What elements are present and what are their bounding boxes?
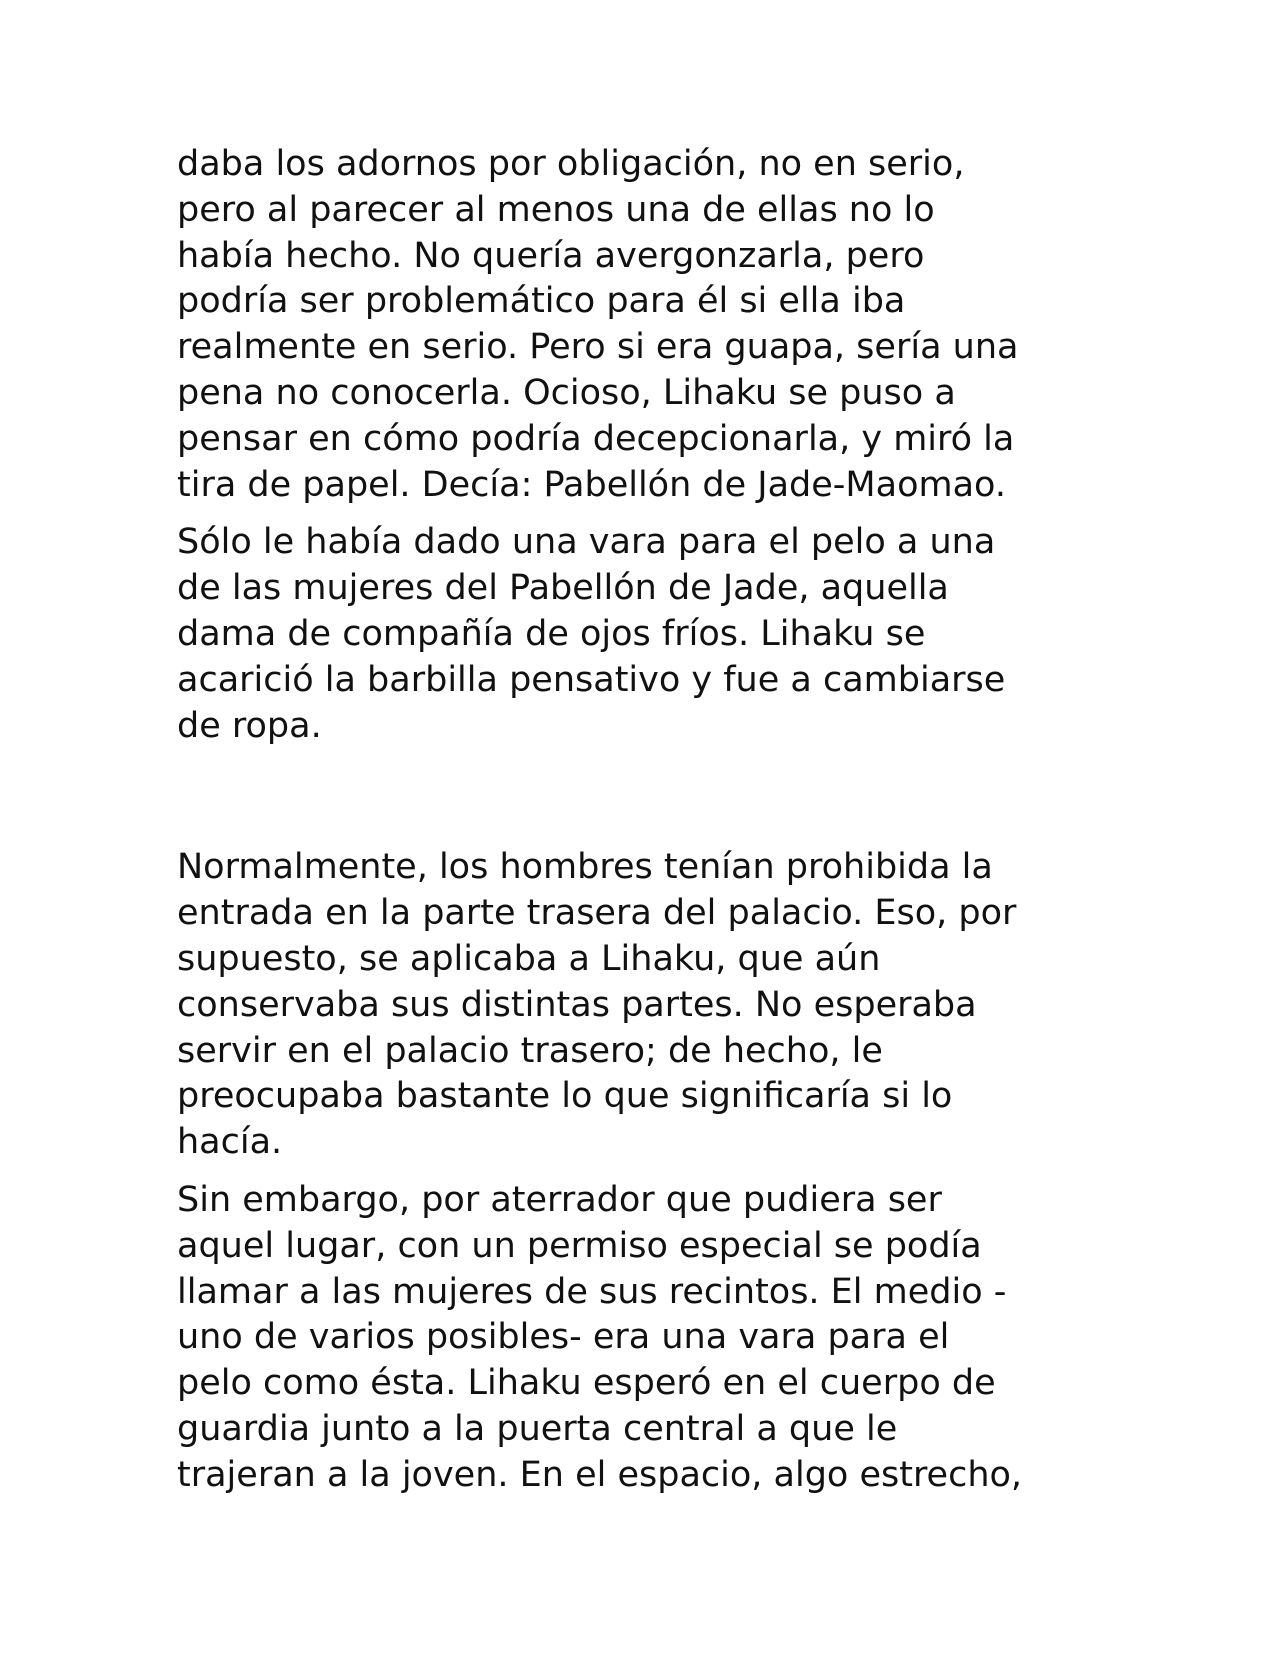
text-line: había hecho. No quería avergonzarla, pero [177,235,925,276]
text-line: Sin embargo, por aterrador que pudiera ser [177,1179,942,1220]
paragraph-1 [177,142,1117,508]
text-line: Sólo le había dado una vara para el pelo a una [177,522,996,563]
text-line: trajeran a la joven. En el espacio, algo estrecho, [177,1454,1023,1495]
body-text [177,142,1117,1499]
text-line: pensar en cómo podría decepcionarla, y miró la [177,418,1015,459]
text-line: uno de varios posibles- era una vara para el [177,1317,950,1358]
text-line: daba los adornos por obligación, no en serio, [177,144,965,184]
text-line: dama de compañía de ojos fríos. Lihaku se [177,613,926,654]
text-line: conservaba sus distintas partes. No esperaba [177,984,977,1025]
text-line: aquel lugar, con un permiso especial se podía [177,1225,982,1266]
paragraph-2 [177,520,1117,749]
text-line: de ropa. [177,705,322,746]
text-line: guardia junto a la puerta central a que le [177,1408,898,1449]
text-line: pero al parecer al menos una de ellas no lo [177,189,935,230]
text-line: servir en el palacio trasero; de hecho, le [177,1030,883,1071]
text-line: llamar a las mujeres de sus recintos. El medio - [177,1271,1007,1312]
text-line: realmente en serio. Pero si era guapa, sería una [177,327,1019,368]
text-line: entrada en la parte trasera del palacio. Eso, por [177,893,1017,934]
text-line: Normalmente, los hombres tenían prohibida la [177,847,993,888]
text-line: preocupaba bastante lo que significaría si lo [177,1076,953,1117]
text-line: tira de papel. Decía: Pabellón de Jade-Maomao. [177,464,1006,505]
paragraph-4 [177,1178,1117,1499]
text-line: podría ser problemático para él si ella iba [177,281,906,322]
text-line: de las mujeres del Pabellón de Jade, aquella [177,568,949,609]
text-line: hacía. [177,1122,283,1163]
text-line: pelo como ésta. Lihaku esperó en el cuerpo de [177,1363,996,1404]
text-line: supuesto, se aplicaba a Lihaku, que aún [177,938,881,979]
text-line: acarició la barbilla pensativo y fue a cambiarse [177,659,1006,700]
text-line: pena no conocerla. Ocioso, Lihaku se puso a [177,372,956,413]
paragraph-3 [177,845,1117,1166]
